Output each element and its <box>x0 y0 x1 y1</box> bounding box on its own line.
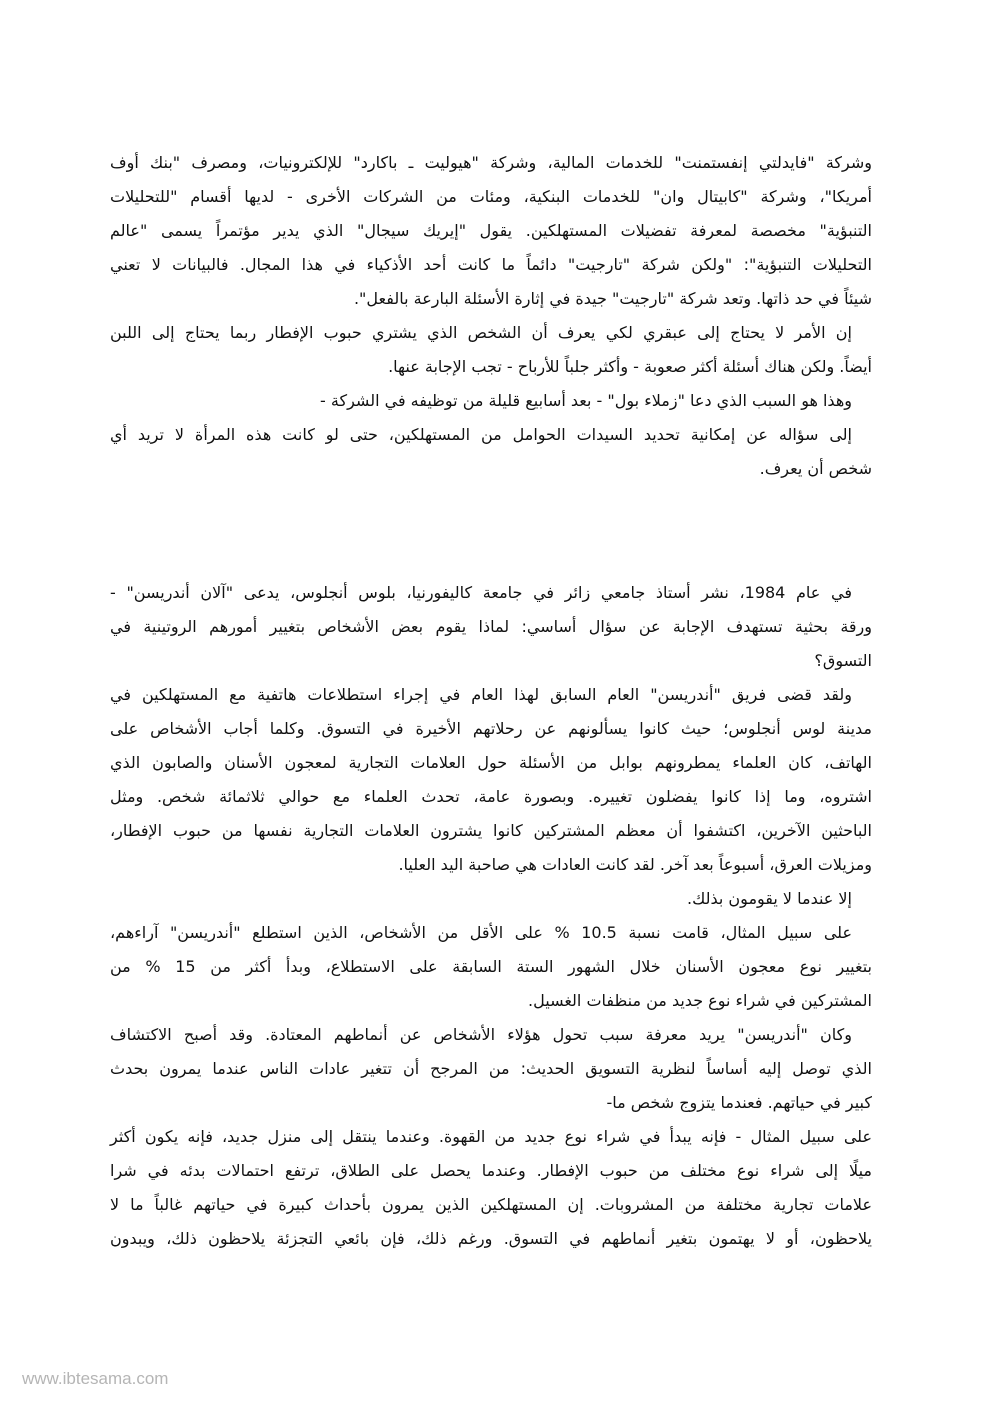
text-line: ميلًا إلى شراء نوع مختلف من حبوب الإفطار. وعندما يحصل على الطلاق، ترتفع احتمالات بدئه في شرا <box>110 1161 872 1180</box>
text-line: بتغيير نوع معجون الأسنان خلال الشهور الستة السابقة على الاستطلاع، وبدأ أكثر من 15 % من <box>110 957 873 976</box>
text-line: على سبيل المثال، قامت نسبة 10.5 % على الأقل من الأشخاص، الذين استطلع "أندريسن" آراءهم، <box>110 923 853 942</box>
text-line: أمريكا"، وشركة "كابيتال وان" للخدمات البنكية، ومئات من الشركات الأخرى - لديها أقسام "للتحليلات <box>110 187 872 206</box>
text-line: مدينة لوس أنجلوس؛ حيث كانوا يسألونهم عن رحلاتهم الأخيرة في التسوق. وكلما أجاب الأشخاص على <box>110 719 872 738</box>
text-line: التسوق؟ <box>814 651 872 670</box>
watermark: www.ibtesama.com <box>22 1369 169 1388</box>
text-line: شيئاً في حد ذاتها. وتعد شركة "تارجيت" جيدة في إثارة الأسئلة البارعة بالفعل". <box>353 289 872 308</box>
text-line: أيضاً. ولكن هناك أسئلة أكثر صعوبة - وأكثر جلباً للأرباح - تجب الإجابة عنها. <box>388 357 872 376</box>
text-line: وهذا هو السبب الذي دعا "زملاء بول" - بعد أسابيع قليلة من توظيفه في الشركة - <box>320 391 852 410</box>
text-line: ولقد قضى فريق "أندريسن" العام السابق لهذا العام في إجراء استطلاعات هاتفية مع المستهلكين في <box>110 685 852 704</box>
text-line: في عام 1984، نشر أستاذ جامعي زائر في جامعة كاليفورنيا، بلوس أنجلوس، يدعى "آلان أندريسن" - <box>110 583 853 602</box>
text-line: وشركة "فايدلتي إنفستمنت" للخدمات المالية، وشركة "هيوليت ـ باكارد" للإلكترونيات، ومصرف "بنك أوف <box>110 153 872 172</box>
text-line: كبير في حياتهم. فعندما يتزوج شخص ما- <box>606 1093 872 1112</box>
text-line: المشتركين في شراء نوع جديد من منظفات الغسيل. <box>528 991 872 1010</box>
text-line: ورقة بحثية تستهدف الإجابة عن سؤال أساسي: لماذا يقوم بعض الأشخاص بتغيير أمورهم الروتينية في <box>110 617 872 636</box>
text-line: إلى سؤاله عن إمكانية تحديد السيدات الحوامل من المستهلكين، حتى لو كانت هذه المرأة لا تريد أي <box>110 425 852 444</box>
text-line: ومزيلات العرق، أسبوعاً بعد آخر. لقد كانت العادات هي صاحبة اليد العليا. <box>398 855 872 874</box>
body-text <box>110 151 872 1261</box>
text-line: وكان "أندريسن" يريد معرفة سبب تحول هؤلاء الأشخاص عن أنماطهم المعتادة. وقد أصبح الاكتشاف <box>110 1025 852 1044</box>
text-line: الذي توصل إليه أساساً لنظرية التسويق الحديث: من المرجح أن تتغير عادات الناس عندما يمرون بحدث <box>110 1059 872 1078</box>
text-line: التنبؤية" مخصصة لمعرفة تفضيلات المستهلكين. يقول "إيريك سيجال" الذي يدير مؤتمراً يسمى "عالم <box>110 221 872 240</box>
text-line: الباحثين الآخرين، اكتشفوا أن معظم المشتركين كانوا يشترون العلامات التجارية نفسها من حبوب الإفطار، <box>110 821 872 840</box>
text-line: إن الأمر لا يحتاج إلى عبقري لكي يعرف أن الشخص الذي يشتري حبوب الإفطار ربما يحتاج إلى اللبن <box>110 323 852 342</box>
text-line: شخص أن يعرف. <box>759 459 872 478</box>
text-line: التحليلات التنبؤية": "ولكن شركة "تارجيت" دائماً ما كانت أحد الأذكياء في هذا المجال. فالبيانات لا تعني <box>110 255 872 274</box>
text-line: الهاتف، كان العلماء يمطرونهم بوابل من الأسئلة حول العلامات التجارية لمعجون الأسنان والصابون الذي <box>110 753 872 772</box>
text-line: إلا عندما لا يقومون بذلك. <box>687 889 852 908</box>
text-line: يلاحظون، أو لا يهتمون بتغير أنماطهم في التسوق. ورغم ذلك، فإن بائعي التجزئة يلاحظون ذلك، ويبدون <box>110 1229 872 1248</box>
text-line: علامات تجارية مختلفة من المشروبات. إن المستهلكين الذين يمرون بأحداث كبيرة في حياتهم غالباً ما لا <box>110 1195 872 1214</box>
text-line: على سبيل المثال - فإنه يبدأ في شراء نوع جديد من القهوة. وعندما ينتقل إلى منزل جديد، فإنه يكون أكثر <box>110 1127 872 1146</box>
text-line: اشتروه، وما إذا كانوا يفضلون تغييره. وبصورة عامة، تحدث العلماء مع حوالي ثلاثمائة شخص. ومثل <box>110 787 872 806</box>
